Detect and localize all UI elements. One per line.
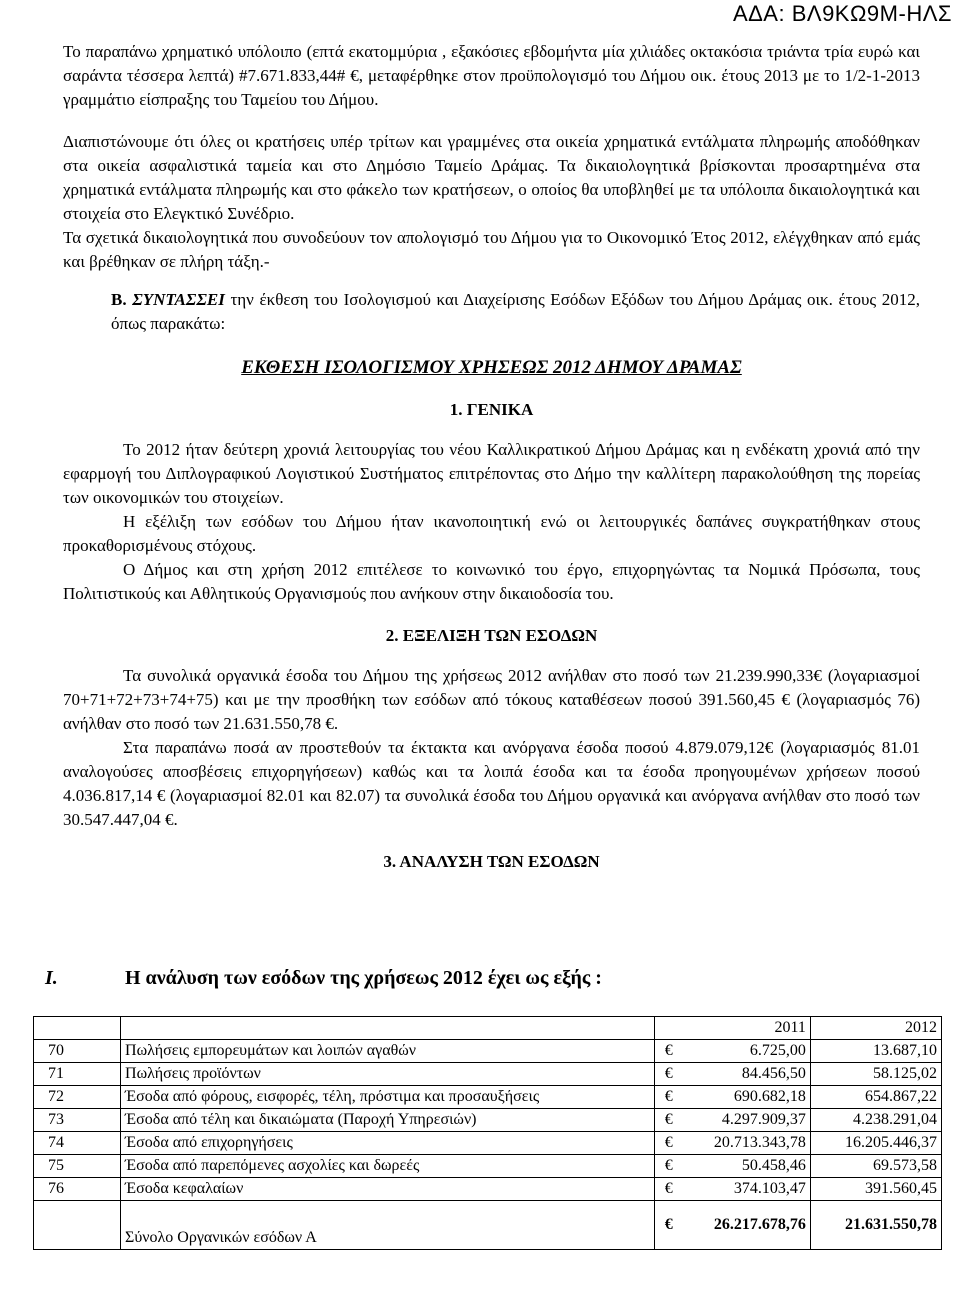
- account-code: 72: [34, 1086, 121, 1109]
- euro-sign: €: [655, 1063, 682, 1086]
- analysis-text: Η ανάλυση των εσόδων της χρήσεως 2012 έχει ως εξής :: [125, 967, 602, 989]
- analysis-subheading: [45, 966, 602, 990]
- paragraph: Τα συνολικά οργανικά έσοδα του Δήμου της χρήσεως 2012 ανήλθαν στο ποσό των 21.239.990,33€ (λογαριασμοί 70+71+72+73+74+75) και με την προσθήκη των εσόδων από τόκους καταθέσεων ποσού 391.560,45 € (λογαριασμός 76) ανήλθαν στο ποσό των 21.631.550,78 €.: [63, 666, 920, 733]
- table-row: [34, 1132, 942, 1155]
- report-title: ΕΚΘΕΣΗ ΙΣΟΛΟΓΙΣΜΟΥ ΧΡΗΣΕΩΣ 2012 ΔΗΜΟΥ ΔΡΑΜΑΣ: [241, 357, 742, 378]
- section-heading: 2. ΕΞΕΛΙΞΗ ΤΩΝ ΕΣΟΔΩΝ: [385, 626, 598, 645]
- account-description: Έσοδα κεφαλαίων: [121, 1178, 655, 1201]
- analysis-number: Ι.: [45, 967, 58, 989]
- paragraph: Τα σχετικά δικαιολογητικά που συνοδεύουν τον απολογισμό του Δήμου για το Οικονομικό Έτος 2012, ελέγχθηκαν από εμάς και βρέθηκαν σε πλήρη τάξη.-: [63, 228, 920, 271]
- account-code: 75: [34, 1155, 121, 1178]
- value-2012: 16.205.446,37: [810, 1132, 941, 1155]
- account-description: Έσοδα από παρεπόμενες ασχολίες και δωρεές: [121, 1155, 655, 1178]
- account-code: 74: [34, 1132, 121, 1155]
- table-row: [34, 1086, 942, 1109]
- euro-sign: €: [655, 1178, 682, 1201]
- value-2011: 4.297.909,37: [682, 1109, 810, 1132]
- paragraph: Το παραπάνω χρηματικό υπόλοιπο (επτά εκατομμύρια , εξακόσιες εβδομήντα μία χιλιάδες οκτακόσια τριάντα τρία ευρώ και σαράντα τέσσερα λεπτά) #7.671.833,44# €, μεταφέρθηκε στον προϋπολογισμό του Δήμου οικ. έτους 2013 με το 1/2-1-2013 γραμμάτιο είσπραξης του Ταμείου του Δήμου.: [63, 42, 920, 109]
- paragraph: Στα παραπάνω ποσά αν προστεθούν τα έκτακτα και ανόργανα έσοδα ποσού 4.879.079,12€ (λογαριασμός 81.01 αναλογούσες αποσβέσεις επιχορηγήσεων) καθώς και τα λοιπά έσοδα και τα έσοδα προηγουμένων χρήσεων ποσού 4.036.817,14 € (λογαριασμοί 82.01 και 82.07) τα συνολικά έσοδα του Δήμου οργανικά και ανόργανα ανήλθαν στο ποσό των 30.547.447,04 €.: [63, 738, 920, 829]
- value-2012: 4.238.291,04: [810, 1109, 941, 1132]
- b-section: [63, 288, 920, 336]
- account-code: 70: [34, 1040, 121, 1063]
- table-row: [34, 1155, 942, 1178]
- section-heading: 3. ΑΝΑΛΥΣΗ ΤΩΝ ΕΣΟΔΩΝ: [383, 852, 600, 871]
- value-2011: 6.725,00: [682, 1040, 810, 1063]
- account-description: Έσοδα από φόρους, εισφορές, τέλη, πρόστιμα και προσαυξήσεις: [121, 1086, 655, 1109]
- total-2011: 26.217.678,76: [682, 1201, 810, 1250]
- paragraph: Διαπιστώνουμε ότι όλες οι κρατήσεις υπέρ τρίτων και γραμμένες στα οικεία χρηματικά εντάλματα πληρωμής αποδόθηκαν στα οικεία ασφαλιστικά ταμεία και στο Δημόσιο Ταμείο Δράμας. Τα δικαιολογητικά βρίσκονται προσαρτημένα στα χρηματικά εντάλματα πληρωμής και στο φάκελο των κρατήσεων, ο οποίος θα υποβληθεί με τα υπόλοιπα δικαιολογητικά και στοιχεία στο Ελεγκτικό Συνέδριο.: [63, 132, 920, 223]
- total-label: Σύνολο Οργανικών εσόδων Α: [121, 1201, 655, 1250]
- value-2011: 374.103,47: [682, 1178, 810, 1201]
- table-row: [34, 1040, 942, 1063]
- paragraph: Η εξέλιξη των εσόδων του Δήμου ήταν ικανοποιητική ενώ οι λειτουργικές δαπάνες συγκρατήθηκαν στους προκαθορισμένους στόχους.: [63, 512, 920, 555]
- account-code: 73: [34, 1109, 121, 1132]
- document-code: ΑΔΑ: ΒΛ9ΚΩ9Μ-ΗΛΣ: [732, 1, 952, 26]
- euro-sign: €: [655, 1155, 682, 1178]
- account-description: Έσοδα από τέλη και δικαιώματα (Παροχή Υπηρεσιών): [121, 1109, 655, 1132]
- euro-sign: €: [655, 1086, 682, 1109]
- paragraph: Ο Δήμος και στη χρήση 2012 επιτέλεσε το κοινωνικό του έργο, επιχορηγώντας τα Νομικά Πρόσωπα, τους Πολιτιστικούς και Αθλητικούς Οργανισμούς που ανήκουν στην δικαιοδοσία του.: [63, 560, 920, 603]
- table-header-row: [34, 1017, 942, 1040]
- value-2012: 58.125,02: [810, 1063, 941, 1086]
- value-2012: 13.687,10: [810, 1040, 941, 1063]
- account-code: 76: [34, 1178, 121, 1201]
- section-heading: 1. ΓΕΝΙΚΑ: [449, 400, 534, 419]
- value-2011: 690.682,18: [682, 1086, 810, 1109]
- b-strong: ΣΥΝΤΑΣΣΕΙ: [132, 290, 225, 309]
- account-code: 71: [34, 1063, 121, 1086]
- value-2011: 20.713.343,78: [682, 1132, 810, 1155]
- col-2011: 2011: [682, 1017, 810, 1040]
- euro-sign: €: [655, 1040, 682, 1063]
- table-row: [34, 1109, 942, 1132]
- b-label: Β.: [111, 290, 127, 309]
- table-row: [34, 1178, 942, 1201]
- col-2012: 2012: [810, 1017, 941, 1040]
- value-2012: 654.867,22: [810, 1086, 941, 1109]
- value-2012: 391.560,45: [810, 1178, 941, 1201]
- revenue-table: [33, 1016, 942, 1250]
- account-description: Πωλήσεις εμπορευμάτων και λοιπών αγαθών: [121, 1040, 655, 1063]
- euro-sign: €: [655, 1109, 682, 1132]
- euro-sign: €: [655, 1201, 682, 1250]
- document-body: [63, 40, 920, 874]
- value-2011: 50.458,46: [682, 1155, 810, 1178]
- b-text: την έκθεση του Ισολογισμού και Διαχείρισης Εσόδων Εξόδων του Δήμου Δράμας οικ. έτους 2012, όπως παρακάτω:: [111, 290, 921, 333]
- total-2012: 21.631.550,78: [810, 1201, 941, 1250]
- table-row: [34, 1063, 942, 1086]
- account-description: Έσοδα από επιχορηγήσεις: [121, 1132, 655, 1155]
- value-2011: 84.456,50: [682, 1063, 810, 1086]
- account-description: Πωλήσεις προϊόντων: [121, 1063, 655, 1086]
- paragraph: Το 2012 ήταν δεύτερη χρονιά λειτουργίας του νέου Καλλικρατικού Δήμου Δράμας και η ενδέκατη χρονιά από την εφαρμογή του Διπλογραφικού Λογιστικού Συστήματος επιτρέποντας στο Δήμο την καλλίτερη παρακολούθηση της πορείας των οικονομικών του στοιχείων.: [63, 440, 920, 507]
- euro-sign: €: [655, 1132, 682, 1155]
- value-2012: 69.573,58: [810, 1155, 941, 1178]
- table-total-row: [34, 1201, 942, 1250]
